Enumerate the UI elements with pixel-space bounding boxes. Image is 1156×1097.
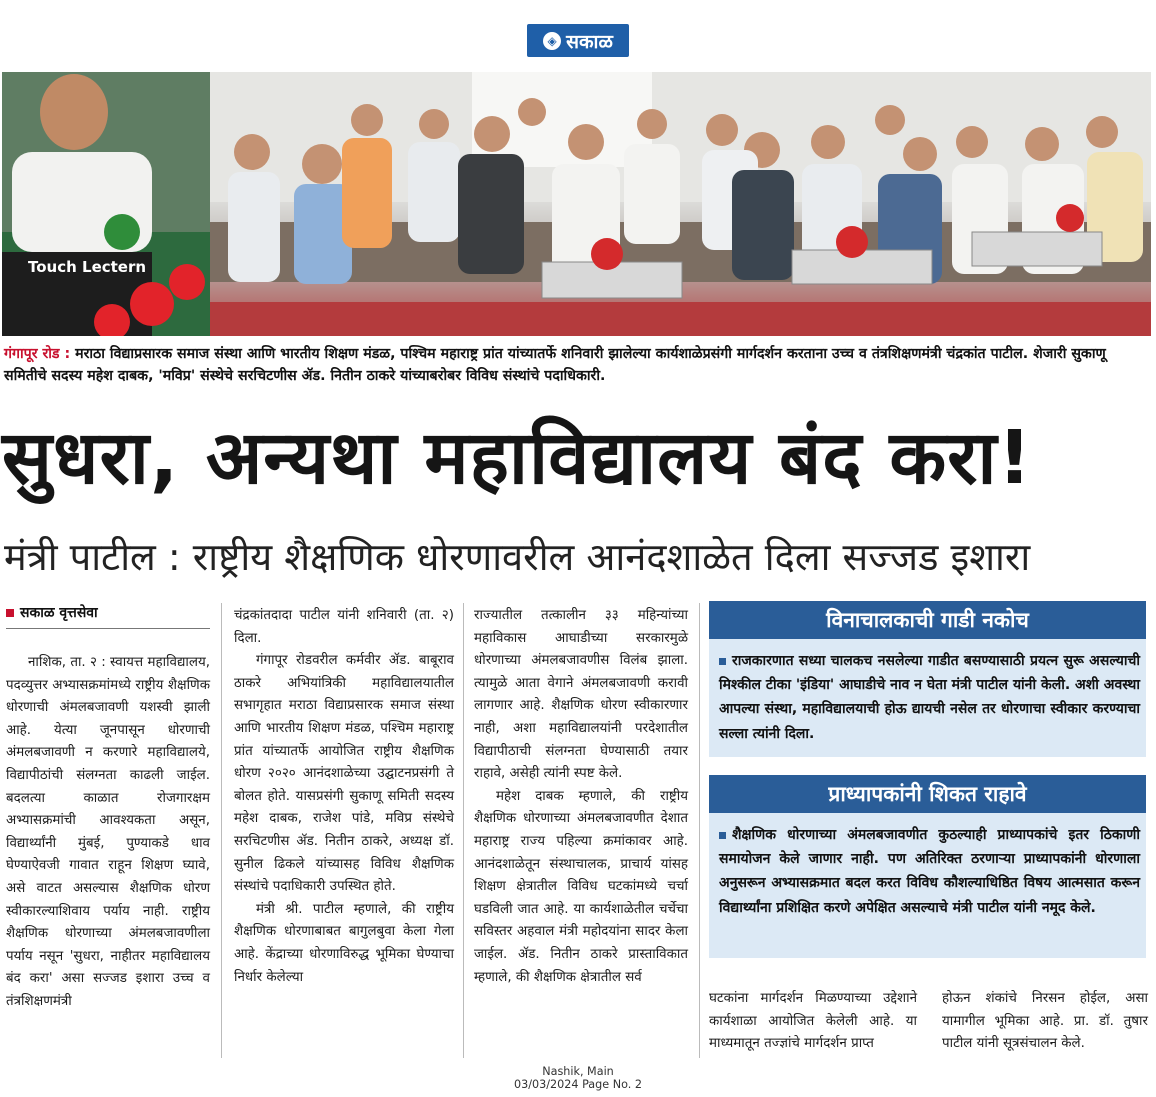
sidebar-box-body: [709, 639, 1146, 757]
article-paragraph: होऊन शंकांचे निरसन होईल, असा यामागील भूमिका आहे. प्रा. डॉ. तुषार पाटील यांनी सूत्रसंचालन केले.: [942, 991, 1148, 1052]
sidebar-box-title: विनाचालकाची गाडी नकोच: [709, 601, 1146, 639]
column-divider: [463, 603, 464, 1058]
sidebar-box-body: [709, 813, 1146, 958]
caption-place: गंगापूर रोड :: [4, 346, 71, 362]
bullet-square-icon: [719, 658, 726, 665]
bullet-square-icon: [6, 609, 14, 617]
newspaper-logo: [527, 24, 629, 57]
photo-caption: [4, 343, 1150, 387]
article-paragraph: मंत्री श्री. पाटील म्हणाले, की राष्ट्रीय शैक्षणिक धोरणाबाबत बागुलबुवा केला गेला आहे. केंद्राच्या धोरणाविरुद्ध भूमिका घेण्याचा निर्धार केलेल्या: [234, 901, 454, 985]
footer-edition: Nashik, Main: [542, 1065, 614, 1078]
page-footer: [480, 1065, 676, 1091]
article-column-3: [474, 605, 688, 989]
article-column-4: [709, 988, 917, 1056]
photo-illustration: [2, 72, 1151, 336]
bullet-square-icon: [719, 832, 726, 839]
article-column-1: [6, 652, 210, 1014]
column-divider: [699, 603, 700, 1058]
headline: सुधरा, अन्यथा महाविद्यालय बंद करा!: [2, 415, 1033, 501]
article-paragraph: नाशिक, ता. २ : स्वायत्त महाविद्यालय, पदव्युत्तर अभ्यासक्रमांमध्ये राष्ट्रीय शैक्षणिक धोरणाची अंमलबजावणी यशस्वी झाली आहे. येत्या जूनपासून धोरणाची अंमलबजावणी न करणारे महाविद्यालये, विद्यापीठांची संलग्नता काढली जाईल. बदलत्या काळात रोजगारक्षम अभ्यासक्रमांची आवश्यकता असून, विद्यार्थ्यांनी मुंबई, पुण्याकडे धाव घेण्याऐवजी गावात राहून शिक्षण घ्यावे, असे वाटत असल्यास शैक्षणिक धोरण स्वीकारल्याशिवाय पर्याय नाही. राष्ट्रीय शैक्षणिक धोरणाच्या अंमलबजावणीला पर्याय नसून 'सुधरा, नाहीतर महाविद्यालय बंद करा' असा सज्जड इशारा उच्च व तंत्रशिक्षणमंत्री: [6, 655, 210, 1009]
logo-emblem-icon: ◈: [543, 32, 561, 50]
article-column-2: [234, 605, 454, 989]
article-paragraph: राज्यातील तत्कालीन ३३ महिन्यांच्या महाविकास आघाडीच्या सरकारमुळे धोरणाच्या अंमलबजावणीस विलंब झाला. त्यामुळे आता वेगाने अंमलबजावणी करावी लागणार आहे. शैक्षणिक धोरण स्वीकारणार नाही, अशा महाविद्यालयांनी परदेशातील विद्यापीठाची संलग्नता घेण्यासाठी तयार राहावे, असेही त्यांनी स्पष्ट केले.: [474, 608, 688, 782]
caption-text: मराठा विद्याप्रसारक समाज संस्था आणि भारतीय शिक्षण मंडळ, पश्चिम महाराष्ट्र प्रांत यांच्यातर्फे शनिवारी झालेल्या कार्यशाळेप्रसंगी मार्गदर्शन करताना उच्च व तंत्रशिक्षणमंत्री चंद्रकांत पाटील. शेजारी सुकाणू समितीचे सदस्य महेश दाबक, 'मविप्र' संस्थेचे सरचिटणीस ॲड. नितीन ठाकरे यांच्याबरोबर विविध संस्थांचे पदाधिकारी.: [4, 346, 1106, 384]
news-photo: [2, 72, 1151, 336]
sidebar-box-text: राजकारणात सध्या चालकच नसलेल्या गाडीत बसण्यासाठी प्रयत्न सुरू असल्याची मिश्कील टीका 'इंडिया' आघाडीचे नाव न घेता मंत्री पाटील यांनी केली. अशी अवस्था आपल्या संस्था, महाविद्यालयाची होऊ द्यायची नसेल तर धोरणाचा स्वीकार करण्याचा सल्ला त्यांनी दिला.: [719, 653, 1140, 742]
podium-text: Touch Lectern: [28, 258, 147, 276]
byline-text: सकाळ वृत्तसेवा: [20, 605, 98, 621]
byline: [6, 603, 210, 629]
subheadline: मंत्री पाटील : राष्ट्रीय शैक्षणिक धोरणावरील आनंदशाळेत दिला सज्जड इशारा: [4, 535, 1031, 579]
column-divider: [221, 603, 222, 1058]
footer-date-page: 03/03/2024 Page No. 2: [514, 1078, 642, 1091]
article-paragraph: घटकांना मार्गदर्शन मिळण्याच्या उद्देशाने कार्यशाळा आयोजित केलेली आहे. या माध्यमातून तज्ज्ञांचे मार्गदर्शन प्राप्त: [709, 991, 917, 1052]
sidebar-box-title: प्राध्यापकांनी शिकत राहावे: [709, 775, 1146, 813]
logo-text: सकाळ: [566, 30, 613, 53]
sidebar-box-text: शैक्षणिक धोरणाच्या अंमलबजावणीत कुठल्याही प्राध्यापकांचे इतर ठिकाणी समायोजन केले जाणार नाही. पण अतिरिक्त ठरणाऱ्या प्राध्यापकांनी धोरणाला अनुसरून अभ्यासक्रमात बदल करत विविध कौशल्याधिष्ठित विषय आत्मसात करून विद्यार्थ्यांना प्रशिक्षित करणे अपेक्षित असल्याचे मंत्री पाटील यांनी नमूद केले.: [719, 827, 1140, 916]
article-paragraph: गंगापूर रोडवरील कर्मवीर ॲड. बाबूराव ठाकरे अभियांत्रिकी महाविद्यालयातील सभागृहात मराठा विद्याप्रसारक समाज संस्था आणि भारतीय शिक्षण मंडळ, पश्चिम महाराष्ट्र प्रांत यांच्यातर्फे आयोजित राष्ट्रीय शैक्षणिक धोरण २०२० आनंदशाळेच्या उद्घाटनप्रसंगी ते बोलत होते. यासप्रसंगी सुकाणू समिती सदस्य महेश दाबक, राजेश पांडे, मविप्र संस्थेचे सरचिटणीस ॲड. नितीन ठाकरे, अध्यक्ष डॉ. सुनील ढिकले यांच्यासह विविध शैक्षणिक संस्थांचे पदाधिकारी उपस्थित होते.: [234, 653, 454, 895]
article-column-5: [942, 988, 1148, 1056]
article-paragraph: चंद्रकांतदादा पाटील यांनी शनिवारी (ता. २) दिला.: [234, 608, 454, 646]
article-paragraph: महेश दाबक म्हणाले, की राष्ट्रीय शैक्षणिक धोरणाच्या अंमलबजावणीत देशात महाराष्ट्र राज्य पहिल्या क्रमांकावर आहे. आनंदशाळेतून संस्थाचालक, प्राचार्य यांसह शिक्षण क्षेत्रातील विविध घटकांमध्ये चर्चा घडविली जात आहे. या कार्यशाळेतील चर्चेचा सविस्तर अहवाल मंत्री महोदयांना सादर केला जाईल. ॲड. नितीन ठाकरे प्रास्ताविकात म्हणाले, की शैक्षणिक क्षेत्रातील सर्व: [474, 788, 688, 985]
